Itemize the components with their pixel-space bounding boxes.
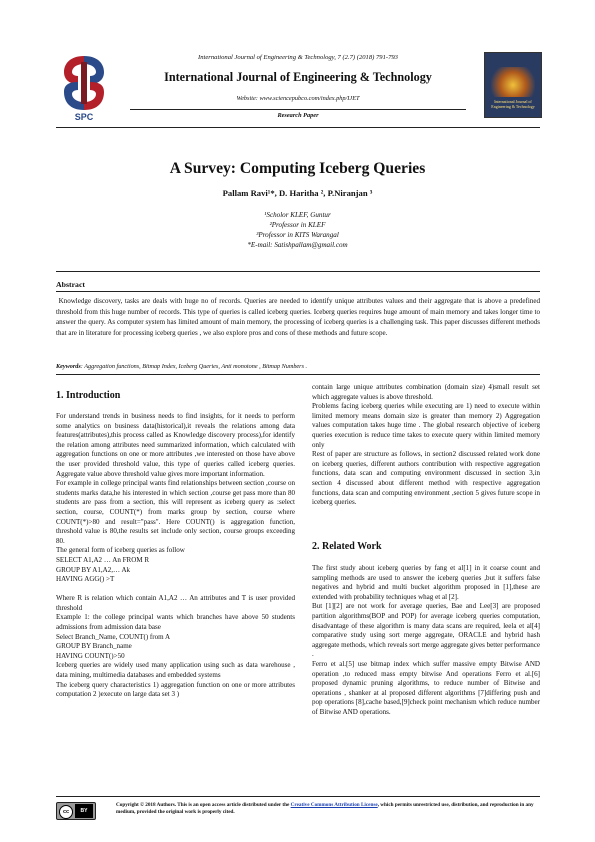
citation-line: International Journal of Engineering & Technology, 7 (2.7) (2018) 791-793 (198, 54, 398, 61)
paper-title: A Survey: Computing Iceberg Queries (169, 160, 426, 177)
blank-line (56, 585, 295, 595)
keywords-list: : Aggregation functions, Bitmap Index, Iceberg Queries, Anti monotone , Bitmap Numbers . (80, 363, 308, 370)
affiliation-3: ³Professor in KITS Warangal (256, 231, 339, 239)
paragraph: But [1][2] are not work for average queries, Bae and Lee[3] are proposed partition algorithms(BOP and POP) for average iceberg queries computation, disadvantage of these algorithm is many data scans are required, leela et al[4] comparative study using sort merge aggregate, ORACLE and hybrid hash aggregate methods, which reveals sort merge aggregate gives better performance . (312, 602, 541, 659)
author-email[interactable]: *E-mail: Satishpallam@gmail.com (247, 241, 348, 249)
affiliation-2: ²Professor in KLEF (269, 221, 326, 229)
paragraph: The first study about iceberg queries by fang et al[1] in it coarse count and sampling methods are used to answer the iceberg queries ,but it suffers false negatives and hybrid and multi bucket algorithm proposed in [1],these are extended with probability techniques whag et al [2]. (312, 564, 540, 601)
code-line: HAVING COUNT()>50 (56, 651, 125, 660)
journal-website[interactable]: Website: www.sciencepubco.com/index.php/IJET (236, 95, 360, 102)
paragraph: Example 1: the college principal wants which branches have above 50 students admissions from admission data base (56, 613, 295, 632)
affiliation-1: ¹Scholor KLEF, Guntur (264, 211, 331, 219)
svg-text:SPC: SPC (74, 112, 94, 122)
journal-cover-image (484, 52, 542, 118)
author-list: Pallam Ravi¹*, D. Haritha ², P.Niranjan ³ (222, 188, 373, 198)
section-2-heading: 2. Related Work (312, 541, 382, 552)
code-line: GROUP BY Branch_name (56, 642, 132, 651)
paragraph: The iceberg query characteristics 1) aggregation function on one or more attributes computation 2 )execute on large data set 3 ) (56, 680, 295, 699)
journal-title: International Journal of Engineering & Technology (164, 70, 432, 84)
paragraph: For understand trends in business needs to find insights, for it needs to perform some analytics on business data(historical),it reveals the relations among data features(attributes),this process called as Knowledge discovery process),for identify the relation among attributes need summarized information, which calculated with aggregation functions on one or more attributes ,we interested on those have above the user provided threshold value, this type of queries called iceberg queries. Aggregate value above threshold value gives more important information. (56, 412, 295, 478)
right-column-top (312, 383, 540, 508)
paragraph: Problems facing iceberg queries while executing are 1) need to execute within limited memory means domain size is greater than memory 2) Aggregation values computation takes huge time . The global research objective of iceberg queries execution is reduce time takes to execute query within limited memory only (312, 402, 540, 449)
right-column-bottom (312, 564, 540, 718)
section-1-heading: 1. Introduction (56, 390, 121, 401)
left-column-body (56, 412, 295, 700)
abstract-bottom-rule (56, 374, 540, 375)
copyright-text-end: , which permits unrestricted use, distribution, and reproduction in any medium, provided the original work is properly cited. (116, 802, 534, 815)
abstract-body: Knowledge discovery, tasks are deals with huge no of records. Queries are needed to identify unique attributes values and their aggregate that is above a predefined threshold from this huge number of records. This type of queries is called iceberg queries. Iceberg queries requires huge amount of main memory and takes longer time to answer the query. As computer system has limited amount of main memory, the processing of iceberg queries is a challenging task. This paper discusses different methods that are in literature for processing iceberg queries , we also explore pros and cons of these methods and future scope. (56, 297, 540, 337)
paragraph: Rest of paper are structure as follows, in section2 discussed related work done on iceberg queries, different authors contribution with respective aggregation functions, data scan and computing environment discussed in section 3,in section 4 discussed about different method with respective aggregation functions, data scan and computing environment ,section 5 gives future scope in iceberg queries. (312, 450, 540, 507)
paragraph: Where R is relation which contain A1,A2 … An attributes and T is user provided threshold (56, 594, 295, 612)
by-icon: BY (75, 804, 93, 818)
keywords (56, 362, 540, 371)
paper-type: Research Paper (277, 112, 319, 119)
cc-icon: cc (59, 805, 73, 819)
paragraph: contain large unique attributes combination (domain size) 4)small result set which aggregate values is above threshold. (312, 383, 540, 401)
keywords-label: Keywords (56, 363, 81, 370)
cc-by-license-badge[interactable] (56, 802, 96, 820)
abstract-heading: Abstract (56, 280, 86, 289)
paragraph: Ferro et al.[5] use bitmap index which suffer massive empty Bitwise AND operation ,to reduced mass empty bitwise And operations Ferro et al.[6] proposed dynamic pruning algorithms, to reduce number of Bitwise and operations , shanker at al proposed different algorithms [7]differing push and pop operations [8],cache based,[9]check point mechanism which reduce number of Bitwise AND operations. (312, 659, 540, 716)
code-line: HAVING AGG() >T (56, 575, 115, 584)
copyright-notice (116, 802, 546, 816)
cover-title: International Journal of Engineering & Technology (491, 99, 535, 109)
paragraph: For example in college principal wants find relationships between section ,course on students marks data,he his interested in which section ,course get pass more than 80 students are pass from a section, this will represent as iceberg query as :select section, course, COUNT(*) from marks group by section, course where COUNT(*)>80 and result="pass". Here COUNT() is aggregation function, threshold value is 80,the results set include only section, course groups exceeding 80. (56, 479, 295, 545)
code-line: Select Branch_Name, COUNT() from A (56, 632, 171, 641)
header-divider (130, 109, 466, 110)
publisher-logo (56, 52, 112, 122)
paragraph: The general form of iceberg queries as follow (56, 546, 185, 555)
paragraph: Iceberg queries are widely used many application using such as data warehouse , data mining, multimedia databases and embedded systems (56, 661, 295, 680)
abstract-heading-rule (56, 291, 540, 292)
footer-rule (56, 796, 540, 797)
license-link[interactable]: Creative Commons Attribution License (290, 802, 378, 808)
abstract-top-rule (56, 271, 540, 272)
code-line: GROUP BY A1,A2,… Ak (56, 565, 131, 574)
copyright-text: Copyright © 2018 Authors. This is an open access article distributed under the (116, 802, 291, 808)
header-bottom-rule (56, 127, 540, 128)
code-line: SELECT A1,A2 … An FROM R (56, 555, 150, 564)
